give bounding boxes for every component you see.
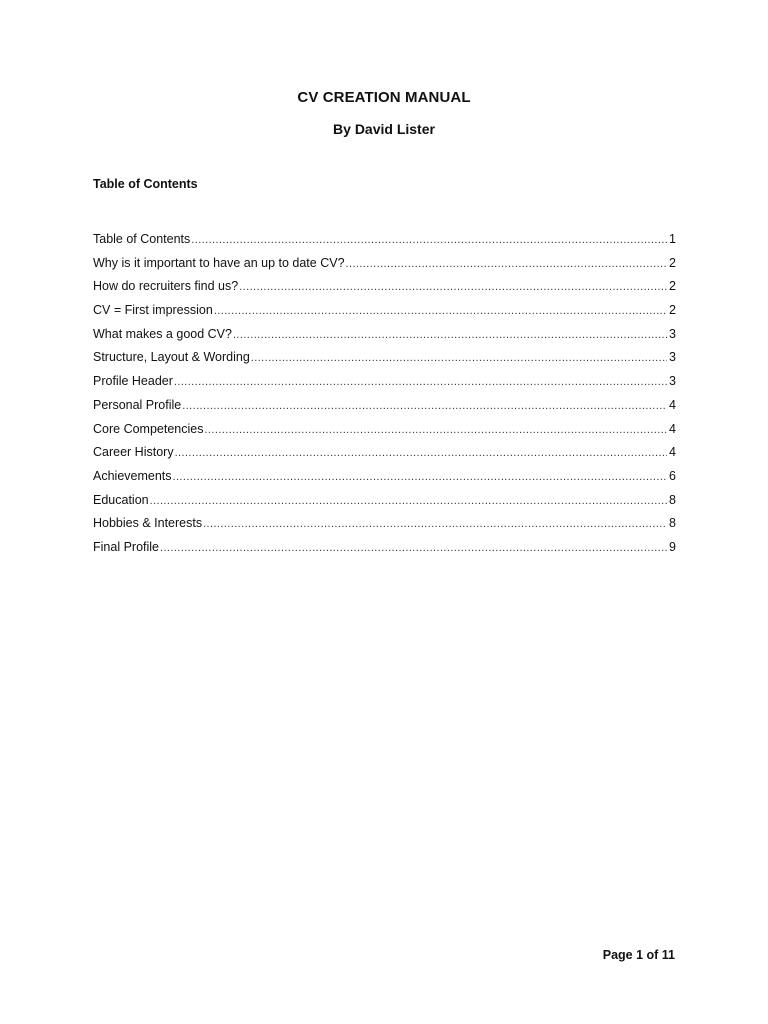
toc-entry-page: 2 (669, 279, 676, 294)
toc-entry[interactable] (93, 516, 676, 540)
toc-entry[interactable] (93, 327, 676, 351)
toc-leader-dots (239, 279, 667, 293)
toc-entry[interactable] (93, 350, 676, 374)
toc-entry[interactable] (93, 232, 676, 256)
toc-entry-label: Core Competencies (93, 421, 204, 436)
toc-entry-label: Structure, Layout & Wording (93, 350, 250, 365)
toc-entry-page: 4 (669, 445, 676, 460)
toc-entry-label: Career History (93, 445, 174, 460)
page-number-footer: Page 1 of 11 (602, 948, 675, 962)
toc-entry-page: 4 (669, 397, 676, 412)
toc-entry[interactable] (93, 445, 676, 469)
toc-entry[interactable] (93, 493, 676, 517)
toc-entry-label: Table of Contents (93, 232, 191, 246)
toc-entry-page: 1 (669, 232, 676, 246)
toc-entry-label: CV = First impression (93, 303, 213, 318)
toc-entry-page: 3 (669, 350, 676, 365)
toc-entry-page: 4 (669, 421, 676, 436)
toc-entry-page: 3 (669, 326, 676, 341)
toc-entry[interactable] (93, 374, 676, 398)
toc-entry-label: Profile Header (93, 374, 173, 389)
document-title: CV CREATION MANUAL (297, 89, 471, 106)
toc-leader-dots (346, 256, 667, 270)
toc-entry-label: Achievements (93, 468, 172, 483)
toc-leader-dots (204, 422, 667, 436)
toc-entry-label: Hobbies & Interests (93, 516, 203, 531)
toc-entry-page: 3 (669, 374, 676, 389)
toc-leader-dots (214, 303, 667, 317)
toc-leader-dots (251, 350, 667, 364)
toc-entry-page: 9 (669, 539, 676, 554)
toc-leader-dots (175, 445, 667, 459)
toc-entry[interactable] (93, 422, 676, 446)
toc-leader-dots (182, 398, 667, 412)
document-author: By David Lister (333, 121, 435, 137)
toc-entry-page: 2 (669, 303, 676, 318)
toc-leader-dots (203, 516, 667, 530)
toc-entry-label: Final Profile (93, 539, 159, 554)
toc-entry-label: What makes a good CV? (93, 326, 232, 341)
toc-entry-label: Why is it important to have an up to date CV? (93, 255, 345, 270)
toc-entry-page: 8 (669, 516, 676, 531)
toc-entry[interactable] (93, 398, 676, 422)
toc-entry[interactable] (93, 540, 676, 564)
toc-leader-dots (160, 540, 667, 554)
toc-list (93, 232, 676, 564)
toc-leader-dots (233, 327, 667, 341)
toc-leader-dots (191, 232, 667, 246)
toc-entry-label: Personal Profile (93, 397, 182, 412)
toc-entry-page: 6 (669, 468, 676, 483)
toc-entry-page: 8 (669, 492, 676, 507)
toc-entry-page: 2 (669, 255, 676, 270)
toc-entry-label: Education (93, 492, 149, 507)
toc-leader-dots (150, 493, 667, 507)
toc-heading: Table of Contents (93, 177, 198, 191)
toc-entry-label: How do recruiters find us? (93, 279, 239, 294)
toc-leader-dots (173, 469, 667, 483)
toc-entry[interactable] (93, 279, 676, 303)
toc-entry[interactable] (93, 469, 676, 493)
toc-entry[interactable] (93, 256, 676, 280)
toc-leader-dots (174, 374, 667, 388)
toc-entry[interactable] (93, 303, 676, 327)
